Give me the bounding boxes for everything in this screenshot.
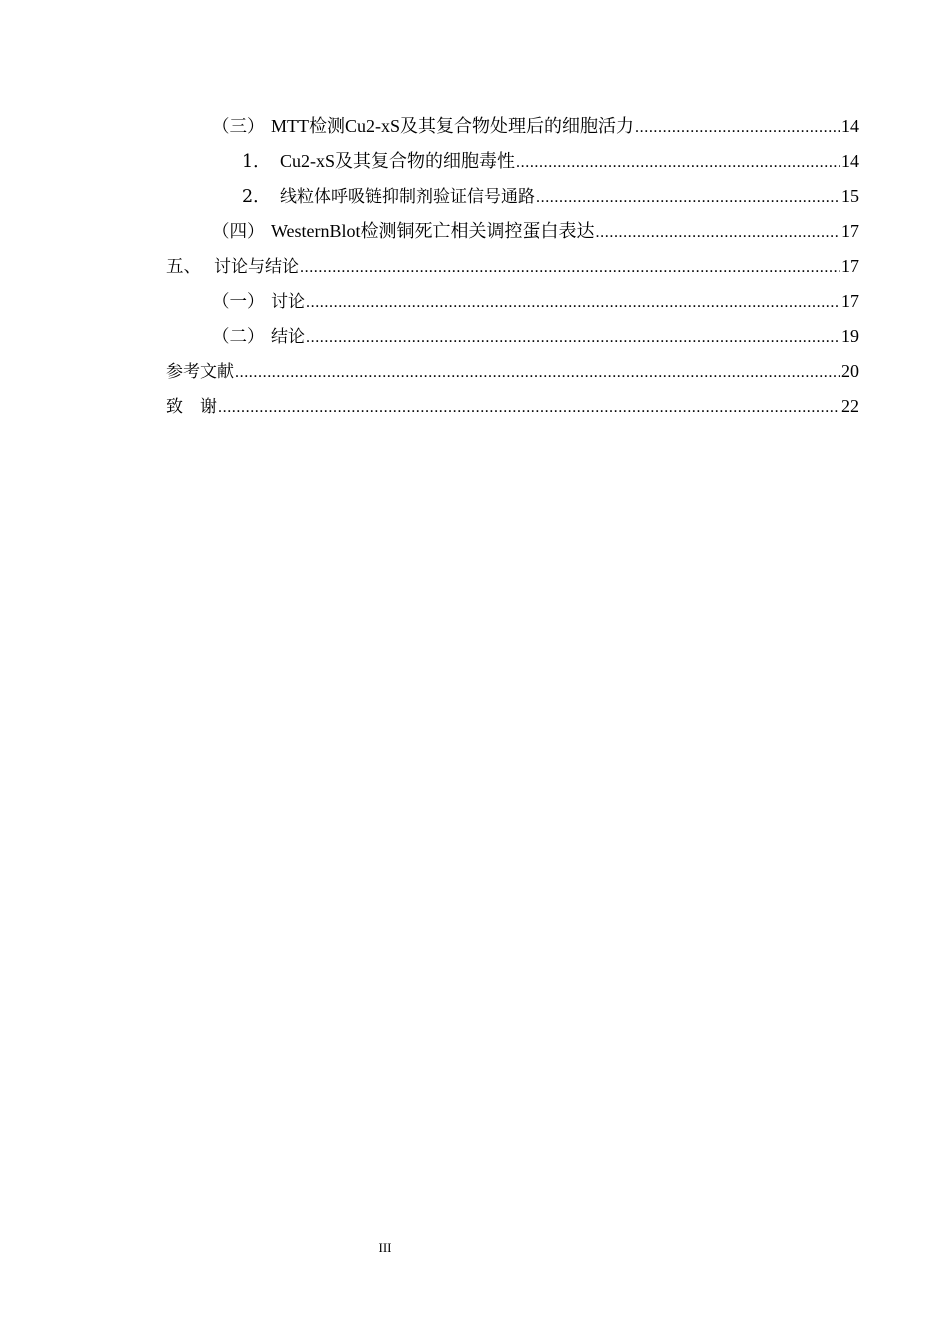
toc-title: 线粒体呼吸链抑制剂验证信号通路 (280, 187, 535, 207)
toc-title: 致 谢 (166, 397, 217, 417)
toc-title: 参考文献 (166, 362, 234, 382)
toc-title: MTT检测Cu2-xS及其复合物处理后的细胞活力 (271, 116, 635, 136)
toc-number: （二） (212, 327, 265, 347)
toc-entry[interactable] (166, 148, 859, 183)
toc-number: 1． (242, 152, 271, 172)
toc-page: 17 (841, 221, 859, 241)
table-of-contents (166, 113, 859, 428)
toc-leader (536, 185, 840, 211)
toc-number: 五、 (166, 257, 201, 277)
toc-page: 15 (841, 186, 859, 206)
toc-title: 讨论 (271, 292, 305, 312)
toc-title: WesternBlot检测铜死亡相关调控蛋白表达 (271, 221, 595, 241)
toc-leader (235, 360, 840, 386)
toc-page: 20 (841, 361, 859, 381)
toc-entry[interactable] (166, 393, 859, 428)
toc-entry[interactable] (166, 288, 859, 323)
toc-entry[interactable] (166, 183, 859, 218)
toc-page: 14 (841, 151, 859, 171)
toc-entry[interactable] (166, 113, 859, 148)
toc-entry[interactable] (166, 323, 859, 358)
toc-leader (516, 150, 840, 176)
toc-entry[interactable] (166, 253, 859, 288)
toc-leader (635, 115, 840, 141)
toc-leader (596, 220, 840, 246)
toc-title: 讨论与结论 (214, 257, 299, 277)
page-number-footer: III (378, 1240, 392, 1255)
toc-leader (306, 290, 840, 316)
toc-entry[interactable] (166, 218, 859, 253)
toc-number: （一） (212, 292, 265, 312)
toc-number: （四） (212, 222, 265, 242)
toc-page: 17 (841, 256, 859, 276)
toc-page: 19 (841, 326, 859, 346)
toc-title: 结论 (271, 327, 305, 347)
toc-entry[interactable] (166, 358, 859, 393)
toc-leader (218, 395, 840, 421)
toc-page: 14 (841, 116, 859, 136)
toc-title: Cu2-xS及其复合物的细胞毒性 (280, 151, 516, 171)
toc-leader (306, 325, 840, 351)
toc-page: 17 (841, 291, 859, 311)
toc-leader (300, 255, 840, 281)
toc-number: 2． (242, 187, 271, 207)
toc-page: 22 (841, 396, 859, 416)
toc-number: （三） (212, 117, 265, 137)
